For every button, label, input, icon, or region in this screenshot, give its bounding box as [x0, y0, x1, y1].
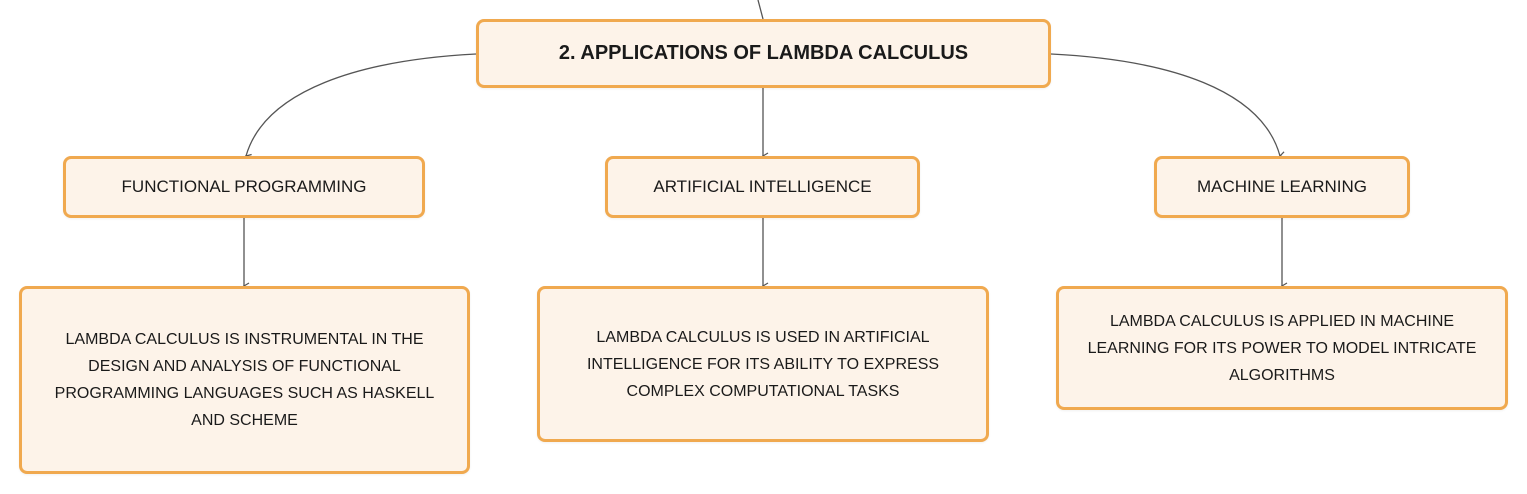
- topic-label: FUNCTIONAL PROGRAMMING: [121, 177, 367, 196]
- description-node-functional-programming[interactable]: [19, 286, 470, 474]
- topic-node-machine-learning[interactable]: [1154, 156, 1410, 218]
- root-title: 2. APPLICATIONS OF LAMBDA CALCULUS: [558, 42, 969, 64]
- description-node-machine-learning[interactable]: [1056, 286, 1508, 410]
- description-text: LAMBDA CALCULUS IS APPLIED IN MACHINE LEARNING FOR ITS POWER TO MODEL INTRICATE ALGORITHMS: [1087, 312, 1477, 384]
- topic-label: ARTIFICIAL INTELLIGENCE: [653, 177, 872, 196]
- parent-connector: [758, 0, 763, 19]
- topic-node-artificial-intelligence[interactable]: [605, 156, 920, 218]
- root-node[interactable]: [476, 19, 1051, 88]
- description-text: LAMBDA CALCULUS IS USED IN ARTIFICIAL INTELLIGENCE FOR ITS ABILITY TO EXPRESS COMPLEX COMPUTATIONAL TASKS: [586, 328, 940, 400]
- topic-node-functional-programming[interactable]: [63, 156, 425, 218]
- description-text: LAMBDA CALCULUS IS INSTRUMENTAL IN THE DESIGN AND ANALYSIS OF FUNCTIONAL PROGRAMMING LANGUAGES SUCH AS HASKELL AND SCHEME: [54, 331, 435, 429]
- connector-root-to-machine-learning: [1051, 54, 1280, 156]
- description-node-artificial-intelligence[interactable]: [537, 286, 989, 442]
- topic-label: MACHINE LEARNING: [1196, 177, 1368, 196]
- connector-root-to-functional-programming: [246, 54, 476, 156]
